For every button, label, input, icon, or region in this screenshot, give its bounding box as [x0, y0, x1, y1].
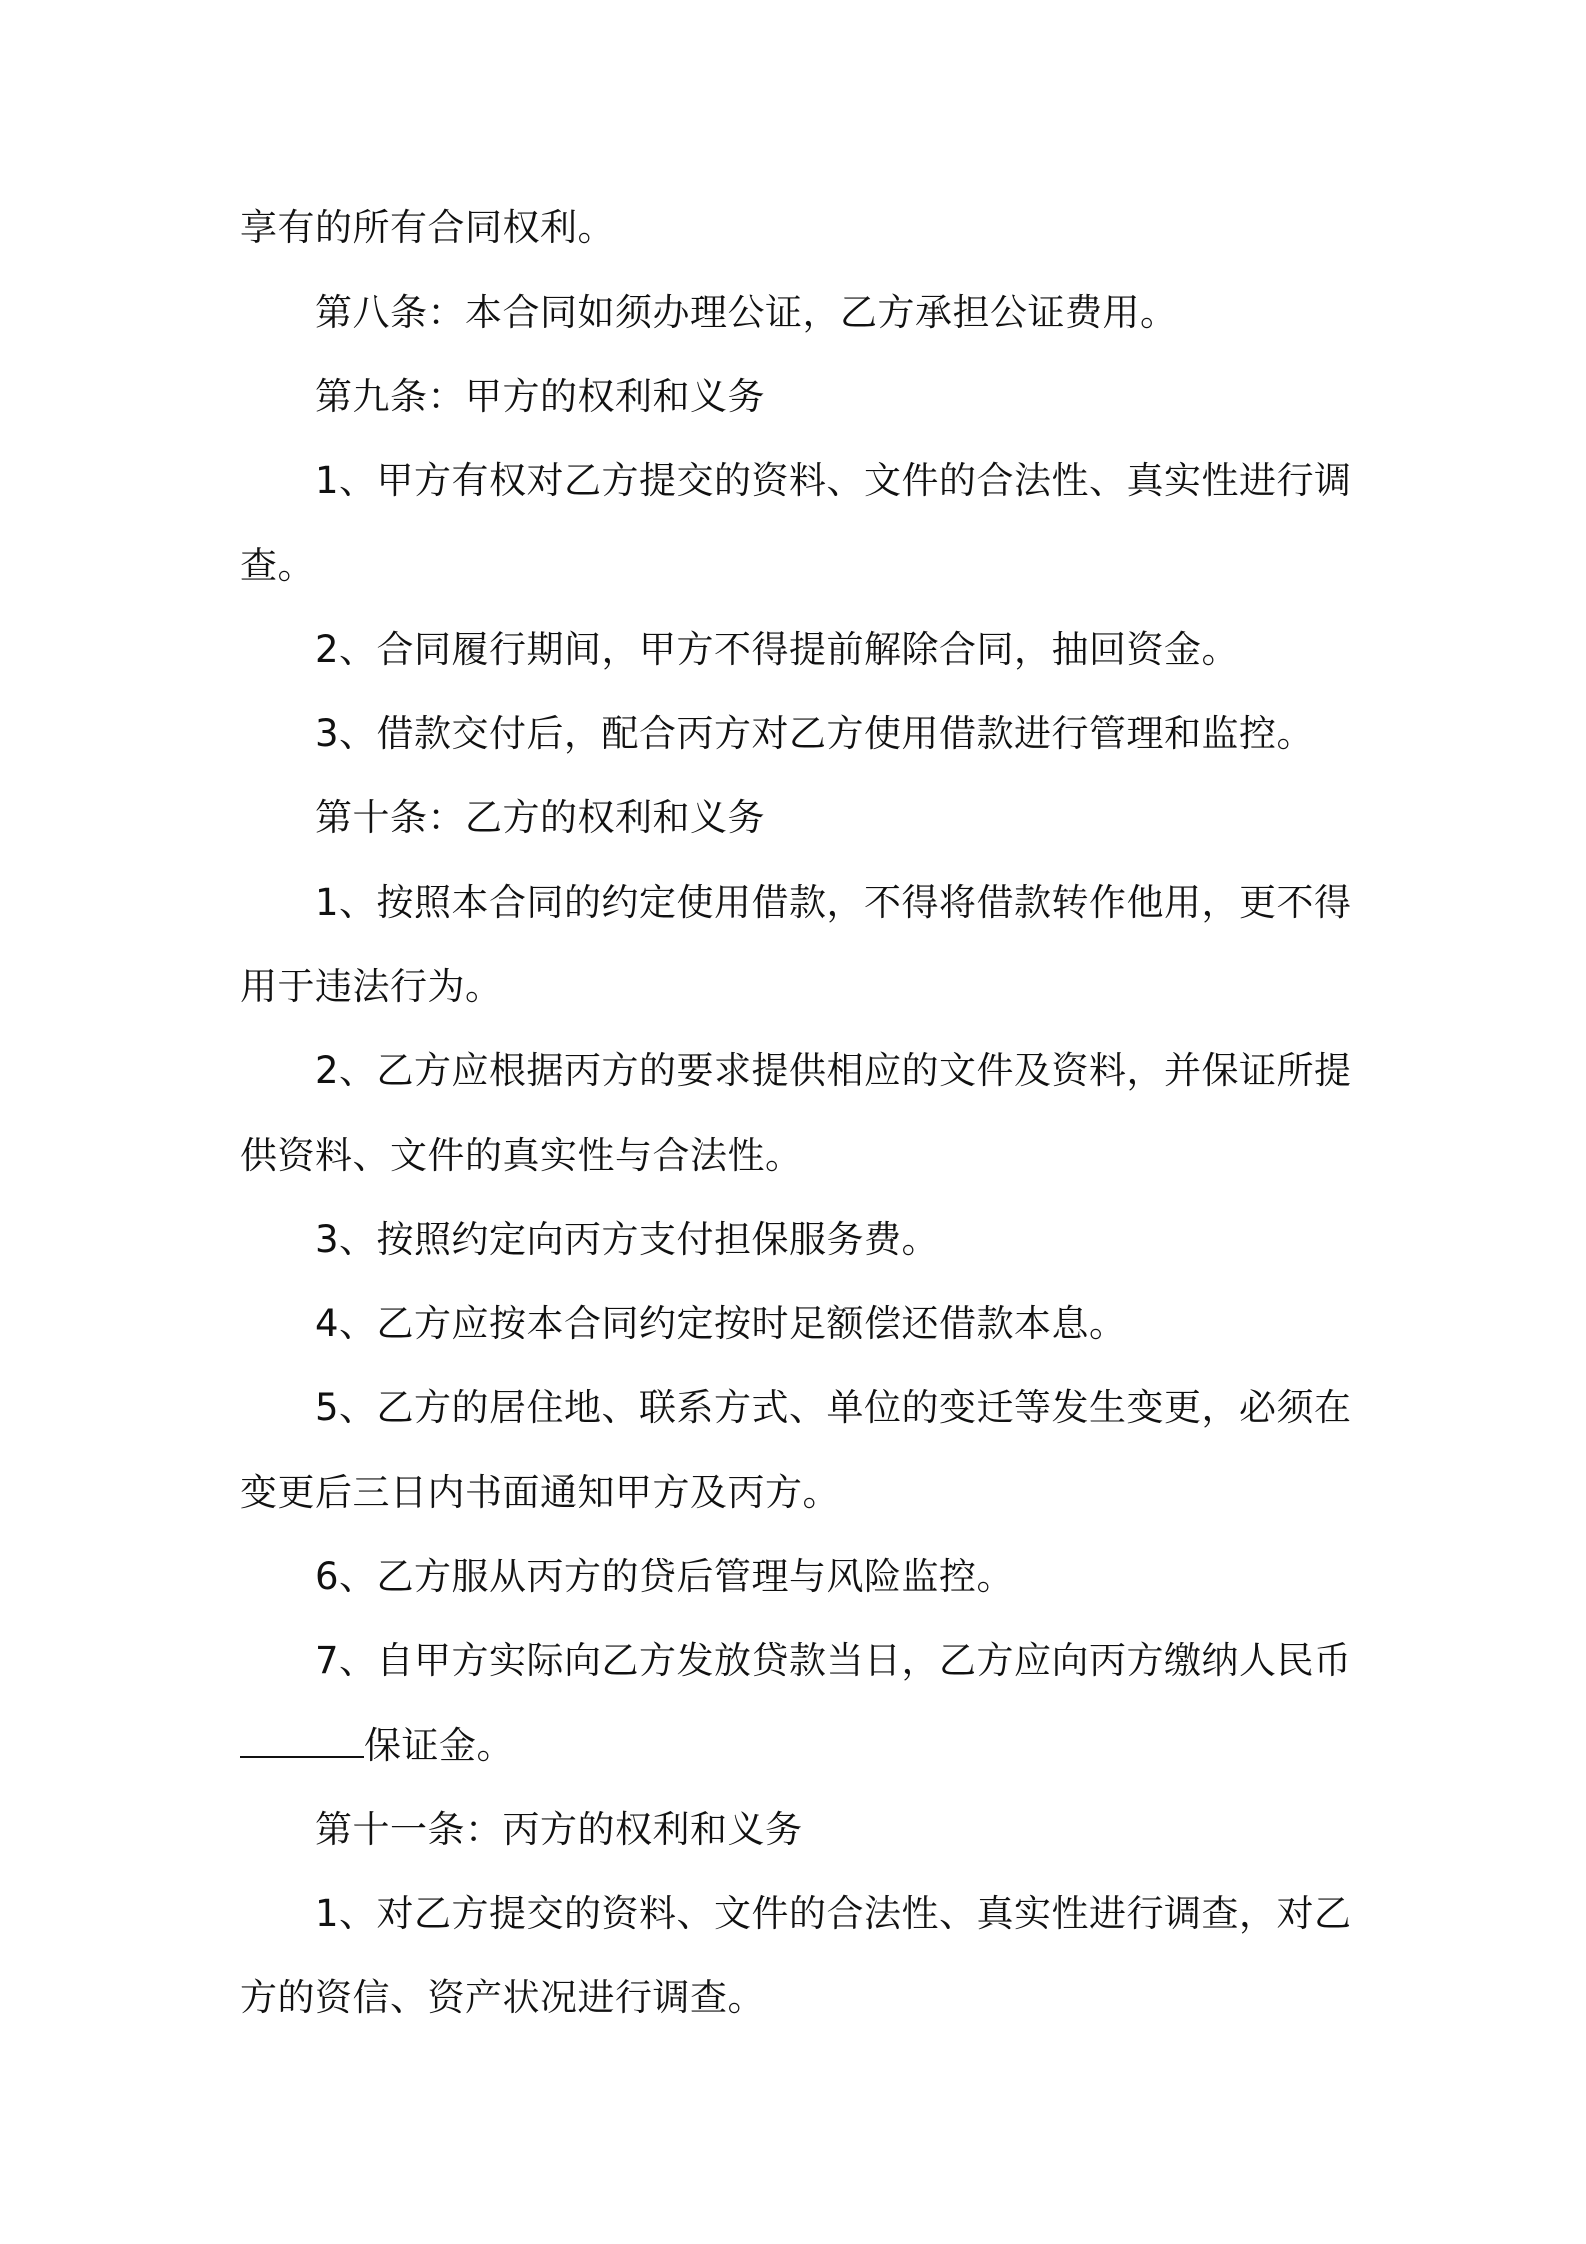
- text-line: 4、乙方应按本合同约定按时足额偿还借款本息。: [315, 1302, 1127, 1345]
- text-line: 查。: [240, 544, 315, 587]
- article-heading: 第八条：本合同如须办理公证，乙方承担公证费用。: [315, 291, 1178, 334]
- text-line: 3、借款交付后，配合丙方对乙方使用借款进行管理和监控。: [315, 712, 1315, 755]
- text-line: 1、按照本合同的约定使用借款，不得将借款转作他用，更不得: [315, 881, 1352, 924]
- text-line: 变更后三日内书面通知甲方及丙方。: [240, 1471, 840, 1514]
- text-line: 2、乙方应根据丙方的要求提供相应的文件及资料，并保证所提: [315, 1049, 1352, 1092]
- fill-in-blank: [240, 1726, 364, 1758]
- text-line: 享有的所有合同权利。: [240, 206, 615, 249]
- text-line: 1、甲方有权对乙方提交的资料、文件的合法性、真实性进行调: [315, 459, 1352, 502]
- text-line: 7、自甲方实际向乙方发放贷款当日，乙方应向丙方缴纳人民币: [315, 1639, 1352, 1682]
- text-line: 3、按照约定向丙方支付担保服务费。: [315, 1218, 940, 1261]
- text-line: 2、合同履行期间，甲方不得提前解除合同，抽回资金。: [315, 628, 1240, 671]
- article-heading: 第十条：乙方的权利和义务: [315, 796, 765, 839]
- text-line: 用于违法行为。: [240, 965, 503, 1008]
- text-line: 供资料、文件的真实性与合法性。: [240, 1134, 803, 1177]
- text-line: 方的资信、资产状况进行调查。: [240, 1976, 765, 2019]
- article-heading: 第十一条：丙方的权利和义务: [315, 1808, 803, 1851]
- text-line: 1、对乙方提交的资料、文件的合法性、真实性进行调查，对乙: [315, 1892, 1352, 1935]
- deposit-text: 保证金。: [364, 1724, 514, 1767]
- text-line: 6、乙方服从丙方的贷后管理与风险监控。: [315, 1555, 1015, 1598]
- text-line: 5、乙方的居住地、联系方式、单位的变迁等发生变更，必须在: [315, 1386, 1352, 1429]
- text-line: [240, 1723, 514, 1769]
- article-heading: 第九条：甲方的权利和义务: [315, 375, 765, 418]
